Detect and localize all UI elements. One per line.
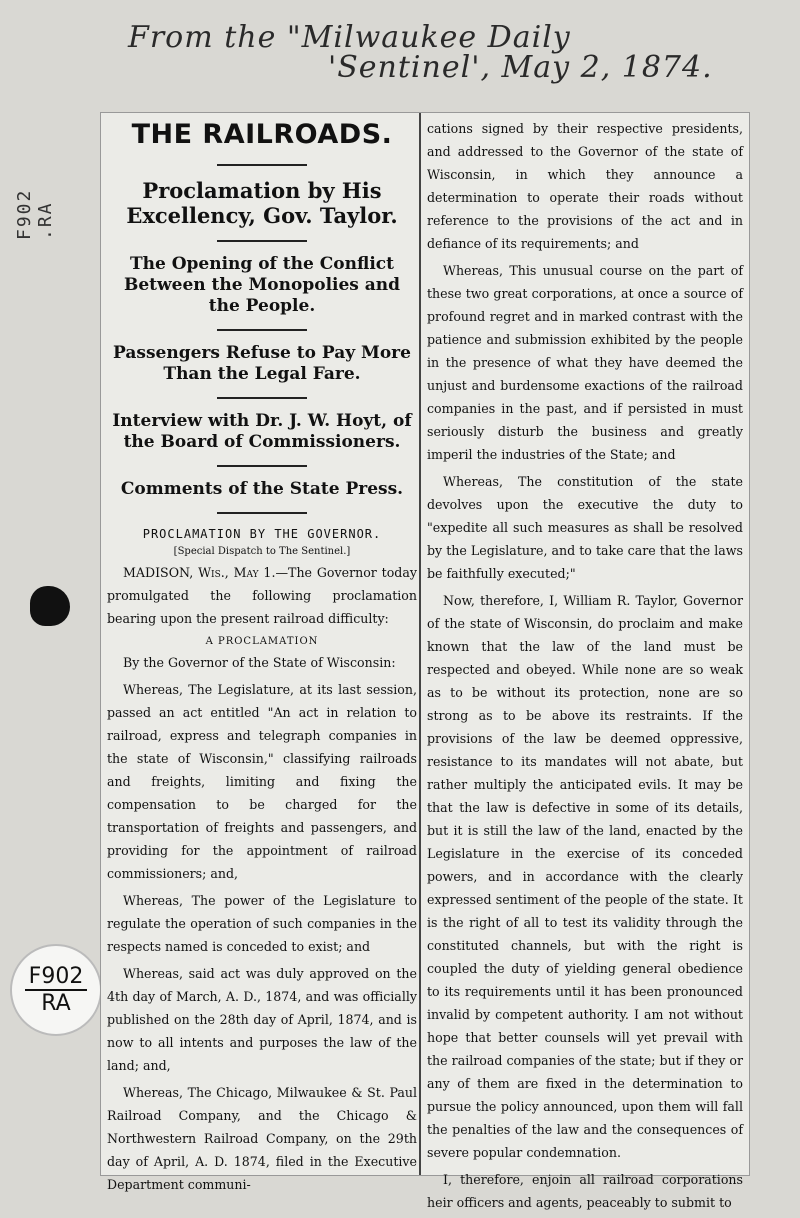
paragraph: Whereas, said act was duly approved on the 4th day of March, A. D., 1874, and was officially published on the 28th day of April, 1874, and is now to all intents and purposes the law of the land; and, bbox=[107, 966, 417, 1073]
right-column bbox=[427, 117, 743, 1218]
handwritten-source-line1: From the "Milwaukee Daily bbox=[128, 20, 571, 55]
paragraph: Whereas, The Chicago, Milwaukee & St. Paul Railroad Company, and the Chicago & Northwestern Railroad Company, on the 29th day of April, A. D. 1874, filed in the Executive Department communi- bbox=[107, 1085, 417, 1192]
headline-5: Comments of the State Press. bbox=[120, 479, 404, 499]
paragraph: Whereas, The constitution of the state devolves upon the executive the duty to "expedite all such measures as shall be resolved by the Legislature, and to take care that the laws be faithfully executed;" bbox=[427, 474, 743, 581]
paragraph: Whereas, This unusual course on the part of these two great corporations, at once a source of profound regret and in marked contrast with the patience and submission exhibited by the people in the presence of what they have deemed the unjust and burdensome exactions of the railroad companies in the past, and if persisted in must seriously disturb the business and greatly imperil the industries of the State; and bbox=[427, 263, 743, 462]
paragraph: cations signed by their respective presidents, and addressed to the Governor of the state of Wisconsin, in which they announce a determination to operate their roads without reference to the provisions of the act and in defiance of its requirements; and bbox=[427, 121, 743, 251]
paragraph: By the Governor of the State of Wisconsin: bbox=[123, 655, 396, 670]
section-title: PROCLAMATION BY THE GOVERNOR. bbox=[142, 527, 382, 541]
rule bbox=[217, 240, 307, 242]
headline-4: Interview with Dr. J. W. Hoyt, of the Board of Commissioners. bbox=[112, 411, 412, 452]
proclamation-label: A PROCLAMATION bbox=[205, 636, 319, 647]
rule bbox=[217, 465, 307, 467]
article-masthead: THE RAILROADS. bbox=[131, 119, 393, 150]
dateline: MADISON, Wis., May 1. bbox=[123, 565, 276, 580]
dispatch-credit: [Special Dispatch to The Sentinel.] bbox=[173, 546, 351, 557]
newspaper-clipping bbox=[100, 112, 750, 1210]
paragraph bbox=[107, 561, 417, 630]
paragraph: Whereas, The power of the Legislature to regulate the operation of such companies in the respects named is conceded to exist; and bbox=[107, 893, 417, 954]
handwritten-source-line2: 'Sentinel', May 2, 1874. bbox=[328, 50, 713, 85]
headline-1: Proclamation by His Excellency, Gov. Taylor. bbox=[126, 178, 398, 228]
paragraph: Whereas, The Legislature, at its last session, passed an act entitled "An act in relation to railroad, express and telegraph companies in the state of Wisconsin," classifying railroads and freights, limiting and fixing the compensation to be charged for the transportation of freights and passengers, and providing for the appointment of railroad commissioners; and, bbox=[107, 682, 417, 881]
side-catalog-label: F902 .RA bbox=[14, 188, 56, 240]
rule bbox=[217, 329, 307, 331]
column-divider bbox=[419, 113, 421, 1175]
rule bbox=[217, 164, 307, 166]
headline-3: Passengers Refuse to Pay More Than the Legal Fare. bbox=[113, 343, 411, 384]
headline-2: The Opening of the Conflict Between the Monopolies and the People. bbox=[123, 254, 401, 316]
stamp-line2: RA bbox=[41, 991, 71, 1016]
catalog-stamp bbox=[10, 944, 102, 1036]
stamp-line1: F902 bbox=[25, 964, 88, 991]
paragraph-text: —The Governor today promulgated the following proclamation bearing upon the present railroad difficulty: bbox=[107, 565, 417, 626]
paragraph: Now, therefore, I, William R. Taylor, Governor of the state of Wisconsin, do proclaim and make known that the law of the land must be respected and obeyed. While none are so weak as to be without its protection, none are so strong as to be above its restraints. If the provisions of the law be deemed oppressive, resistance to its mandates will not abate, but rather multiply the anticipated evils. It may be that the law is defective in some of its details, but it is still the law of the land, enacted by the Legislature in the exercise of its conceded powers, and in accordance with the clearly expressed sentiment of the people of the state. It is the right of all to test its validity through the constituted channels, but with the right is coupled the duty of yielding general obedience to its requirements until it has been pronounced invalid by competent authority. I am not without hope that better counsels will yet prevail with the railroad companies of the state; but if they or any of them are fixed in the determination to pursue the policy announced, upon them will fall the penalties of the law and the consequences of severe popular condemnation. bbox=[427, 593, 743, 1160]
ink-blot bbox=[30, 586, 70, 626]
left-column bbox=[107, 117, 417, 1200]
rule bbox=[217, 397, 307, 399]
paragraph: I, therefore, enjoin all railroad corporations heir officers and agents, peaceably to submit to bbox=[427, 1172, 743, 1210]
rule bbox=[217, 512, 307, 514]
